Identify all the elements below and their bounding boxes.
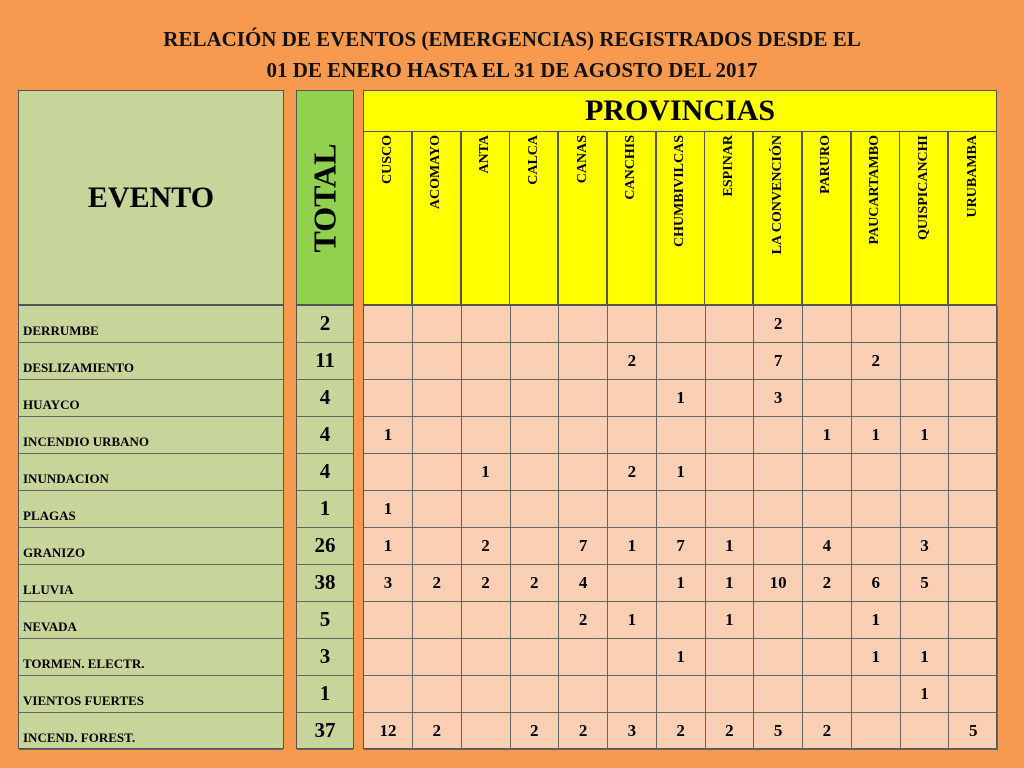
value-cell [510, 676, 559, 713]
value-cell: 1 [705, 528, 754, 565]
total-cell: 1 [297, 491, 353, 528]
value-cell [900, 602, 949, 639]
province-header [656, 132, 705, 305]
value-cell: 7 [657, 528, 706, 565]
value-cell: 1 [900, 417, 949, 454]
province-header-label: LA CONVENCIÓN [769, 135, 785, 255]
evento-cell: NEVADA [19, 602, 283, 639]
value-cell: 2 [608, 343, 657, 380]
value-cell [657, 491, 706, 528]
value-cell [559, 343, 608, 380]
value-cell [754, 602, 803, 639]
value-cell [754, 491, 803, 528]
total-column [296, 305, 354, 749]
value-cell [657, 602, 706, 639]
value-cell [705, 639, 754, 676]
total-header [296, 90, 354, 305]
value-cell [510, 306, 559, 343]
value-cell [803, 306, 852, 343]
province-header [607, 132, 656, 305]
value-cell: 7 [559, 528, 608, 565]
value-cell: 2 [559, 713, 608, 750]
value-cell [462, 306, 511, 343]
value-cell [462, 676, 511, 713]
province-header [704, 132, 753, 305]
evento-cell: INUNDACION [19, 454, 283, 491]
value-cell: 2 [705, 713, 754, 750]
total-cell: 3 [297, 639, 353, 676]
value-cell [949, 602, 998, 639]
evento-cell: DERRUMBE [19, 306, 283, 343]
value-cell: 2 [510, 713, 559, 750]
value-cell [462, 417, 511, 454]
value-cell: 2 [462, 528, 511, 565]
value-cell [705, 343, 754, 380]
value-cell: 2 [657, 713, 706, 750]
value-cell [705, 491, 754, 528]
value-cell [949, 380, 998, 417]
value-cell [510, 602, 559, 639]
value-cell: 2 [510, 565, 559, 602]
value-cell [608, 417, 657, 454]
value-cell [462, 602, 511, 639]
value-cell: 10 [754, 565, 803, 602]
total-cell: 4 [297, 380, 353, 417]
value-cell [852, 454, 901, 491]
value-cell [949, 565, 998, 602]
value-cell: 1 [852, 639, 901, 676]
evento-column [18, 305, 284, 749]
value-cell [900, 491, 949, 528]
value-cell [657, 306, 706, 343]
value-cell [608, 380, 657, 417]
value-cell [949, 343, 998, 380]
value-cell [949, 306, 998, 343]
value-cell [510, 380, 559, 417]
value-cell [559, 417, 608, 454]
value-cell: 2 [803, 713, 852, 750]
evento-cell: HUAYCO [19, 380, 283, 417]
value-cell: 2 [754, 306, 803, 343]
value-cell: 5 [949, 713, 998, 750]
value-cell: 7 [754, 343, 803, 380]
evento-cell: LLUVIA [19, 565, 283, 602]
value-cell [413, 306, 462, 343]
province-header [461, 132, 510, 305]
total-cell: 11 [297, 343, 353, 380]
value-cell [900, 343, 949, 380]
total-cell: 4 [297, 417, 353, 454]
value-cell [413, 343, 462, 380]
province-header-label: ANTA [477, 135, 493, 174]
title-line-1: RELACIÓN DE EVENTOS (EMERGENCIAS) REGISTRADOS DESDE EL [163, 27, 861, 51]
value-cell [949, 639, 998, 676]
value-cell: 1 [852, 417, 901, 454]
value-cell [900, 306, 949, 343]
value-cell [364, 602, 413, 639]
value-cell [413, 602, 462, 639]
value-cell [754, 417, 803, 454]
total-header-label: TOTAL [306, 142, 343, 253]
value-cell: 12 [364, 713, 413, 750]
provincias-header: PROVINCIAS [363, 90, 997, 132]
value-cell [705, 676, 754, 713]
value-cell [754, 454, 803, 491]
value-cell: 1 [852, 602, 901, 639]
value-cell [754, 528, 803, 565]
province-header [363, 132, 412, 305]
value-cell: 2 [559, 602, 608, 639]
value-cell [803, 491, 852, 528]
value-cell [364, 343, 413, 380]
value-cell [364, 639, 413, 676]
province-header-label: QUISPICANCHI [915, 135, 931, 241]
value-cell [364, 306, 413, 343]
value-cell [413, 676, 462, 713]
total-cell: 38 [297, 565, 353, 602]
value-cell [462, 713, 511, 750]
value-cell: 4 [803, 528, 852, 565]
value-cell [949, 491, 998, 528]
value-cell [657, 343, 706, 380]
value-cell [803, 602, 852, 639]
value-cell [803, 343, 852, 380]
total-cell: 5 [297, 602, 353, 639]
value-cell [364, 380, 413, 417]
value-cell [608, 491, 657, 528]
value-cell [803, 380, 852, 417]
value-cell [462, 491, 511, 528]
value-cell: 2 [852, 343, 901, 380]
value-cell [949, 528, 998, 565]
value-cell [949, 417, 998, 454]
value-cell [754, 639, 803, 676]
value-cell [852, 491, 901, 528]
value-cell [852, 306, 901, 343]
value-cell [510, 639, 559, 676]
value-cell: 2 [413, 713, 462, 750]
value-cell [413, 380, 462, 417]
value-cell [657, 417, 706, 454]
value-cell: 1 [705, 565, 754, 602]
value-cell [705, 417, 754, 454]
value-cell [900, 380, 949, 417]
evento-cell: TORMEN. ELECTR. [19, 639, 283, 676]
value-cell [803, 639, 852, 676]
value-cell: 1 [803, 417, 852, 454]
value-cell [608, 676, 657, 713]
province-header [851, 132, 900, 305]
value-cell: 1 [608, 602, 657, 639]
value-cell [413, 491, 462, 528]
value-cell [364, 676, 413, 713]
value-cell: 2 [608, 454, 657, 491]
total-cell: 4 [297, 454, 353, 491]
value-cell [852, 528, 901, 565]
province-header [509, 132, 558, 305]
province-header [948, 132, 997, 305]
value-cell: 3 [364, 565, 413, 602]
value-cell [510, 491, 559, 528]
value-cell: 5 [900, 565, 949, 602]
value-cell: 6 [852, 565, 901, 602]
value-cell: 1 [608, 528, 657, 565]
value-cell [559, 380, 608, 417]
value-cell [754, 676, 803, 713]
value-cell [949, 454, 998, 491]
value-cell [852, 380, 901, 417]
value-cell [510, 343, 559, 380]
value-cell: 2 [413, 565, 462, 602]
province-header [558, 132, 607, 305]
total-cell: 2 [297, 306, 353, 343]
value-cell [364, 454, 413, 491]
value-cell [900, 713, 949, 750]
value-cell: 3 [608, 713, 657, 750]
value-cell [608, 565, 657, 602]
value-cell: 4 [559, 565, 608, 602]
province-header-label: ACOMAYO [428, 135, 444, 210]
value-cell [559, 306, 608, 343]
value-cell: 2 [803, 565, 852, 602]
evento-cell: INCEND. FOREST. [19, 713, 283, 750]
value-cell [559, 639, 608, 676]
value-cell [803, 676, 852, 713]
province-header-label: PAUCARTAMBO [867, 135, 883, 245]
total-cell: 26 [297, 528, 353, 565]
value-cell: 1 [705, 602, 754, 639]
value-cell [559, 454, 608, 491]
province-header-label: CANCHIS [623, 135, 639, 200]
data-grid [363, 305, 997, 749]
value-cell [510, 528, 559, 565]
province-header [802, 132, 851, 305]
value-cell: 1 [657, 380, 706, 417]
province-header-label: CUSCO [379, 135, 395, 185]
province-header-label: URUBAMBA [964, 135, 980, 218]
value-cell: 1 [364, 528, 413, 565]
value-cell [852, 676, 901, 713]
value-cell: 1 [364, 417, 413, 454]
value-cell: 1 [657, 639, 706, 676]
evento-cell: VIENTOS FUERTES [19, 676, 283, 713]
value-cell [657, 676, 706, 713]
value-cell [803, 454, 852, 491]
province-header [412, 132, 461, 305]
province-header-label: ESPINAR [720, 135, 736, 197]
value-cell [608, 306, 657, 343]
evento-cell: PLAGAS [19, 491, 283, 528]
value-cell [900, 454, 949, 491]
value-cell [462, 343, 511, 380]
evento-cell: INCENDIO URBANO [19, 417, 283, 454]
province-header [899, 132, 948, 305]
value-cell [705, 306, 754, 343]
value-cell: 1 [657, 454, 706, 491]
province-header-label: CHUMBIVILCAS [672, 135, 688, 248]
document-title [0, 24, 1024, 86]
value-cell: 3 [754, 380, 803, 417]
value-cell [413, 528, 462, 565]
province-header [753, 132, 802, 305]
title-line-2: 01 DE ENERO HASTA EL 31 DE AGOSTO DEL 2017 [266, 58, 758, 82]
value-cell [608, 639, 657, 676]
value-cell [462, 639, 511, 676]
value-cell [413, 639, 462, 676]
value-cell: 1 [462, 454, 511, 491]
value-cell [852, 713, 901, 750]
value-cell [510, 417, 559, 454]
total-cell: 1 [297, 676, 353, 713]
value-cell [510, 454, 559, 491]
evento-header: EVENTO [18, 90, 284, 305]
evento-cell: GRANIZO [19, 528, 283, 565]
value-cell [462, 380, 511, 417]
value-cell [705, 380, 754, 417]
value-cell: 1 [900, 676, 949, 713]
value-cell: 1 [657, 565, 706, 602]
value-cell [413, 417, 462, 454]
value-cell [413, 454, 462, 491]
province-header-label: PARURO [818, 135, 834, 194]
value-cell: 1 [364, 491, 413, 528]
value-cell [949, 676, 998, 713]
evento-cell: DESLIZAMIENTO [19, 343, 283, 380]
total-cell: 37 [297, 713, 353, 750]
value-cell: 5 [754, 713, 803, 750]
province-header-label: CALCA [525, 135, 541, 185]
value-cell [559, 676, 608, 713]
value-cell: 2 [462, 565, 511, 602]
value-cell: 3 [900, 528, 949, 565]
value-cell: 1 [900, 639, 949, 676]
value-cell [559, 491, 608, 528]
value-cell [705, 454, 754, 491]
province-header-label: CANAS [574, 135, 590, 184]
